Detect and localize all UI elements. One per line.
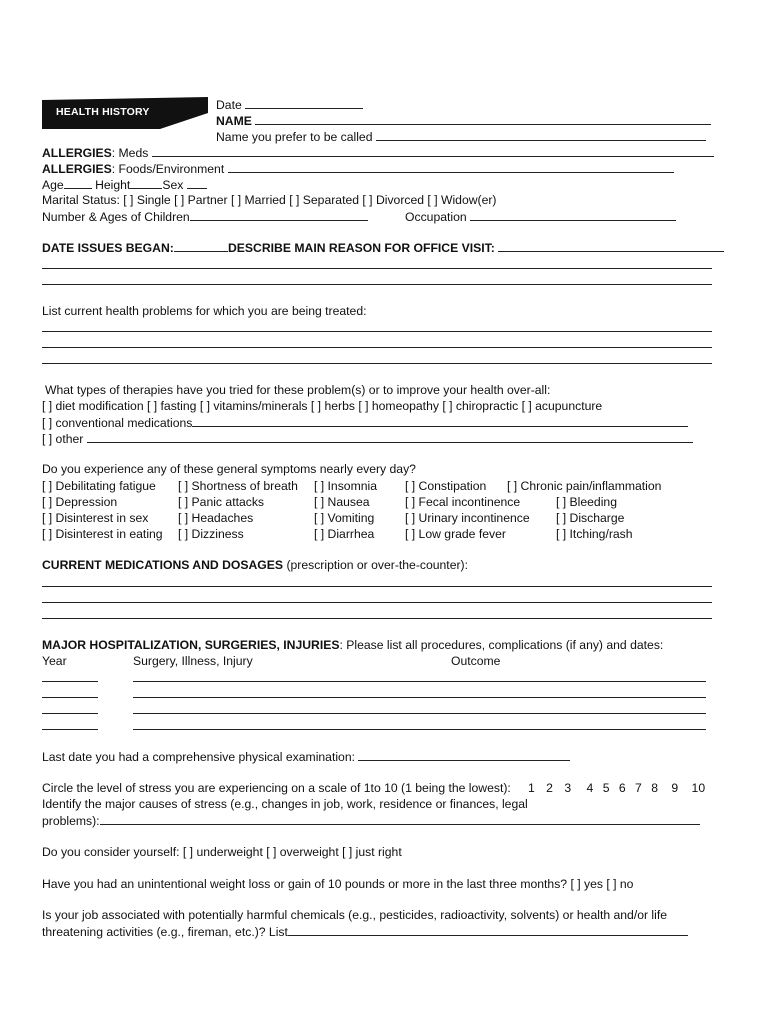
surgery-line[interactable]: [133, 697, 706, 698]
symptom-option[interactable]: [ ] Depression: [42, 495, 118, 509]
sex-input-line[interactable]: [187, 177, 207, 189]
symptom-option[interactable]: [ ] Insomnia: [314, 479, 377, 493]
allergies-food-label: ALLERGIES: [42, 162, 112, 176]
physical-exam-field[interactable]: [42, 749, 570, 764]
date-input-line[interactable]: [245, 97, 363, 109]
symptoms-column-2: [178, 479, 298, 541]
allergies-meds-input-line[interactable]: [152, 145, 714, 157]
reason-field[interactable]: [228, 240, 724, 255]
therapies-options[interactable]: [ ] diet modification [ ] fasting [ ] vitamins/minerals [ ] herbs [ ] homeopathy [ ] chiropractic [ ] acupuncture: [42, 399, 603, 413]
symptoms-column-1: [42, 479, 163, 541]
symptoms-question: Do you experience any of these general symptoms nearly every day?: [42, 462, 416, 476]
symptom-option[interactable]: [ ] Constipation: [405, 479, 487, 493]
date-issues-field[interactable]: [42, 240, 228, 255]
physical-exam-label: Last date you had a comprehensive physical examination:: [42, 750, 356, 764]
stress-level-option[interactable]: 1: [528, 781, 535, 795]
stress-level-option[interactable]: 5: [602, 781, 610, 795]
column-outcome-label: Outcome: [451, 654, 501, 668]
stress-level-option[interactable]: 9: [671, 781, 679, 795]
symptom-option[interactable]: [ ] Diarrhea: [314, 527, 375, 541]
weight-self-assessment[interactable]: Do you consider yourself: [ ] underweight [ ] overweight [ ] just right: [42, 845, 402, 859]
allergies-meds-label: ALLERGIES: [42, 146, 112, 160]
height-label: Height: [95, 178, 131, 192]
problems-line-1[interactable]: [42, 331, 712, 332]
stress-causes-field[interactable]: [42, 813, 700, 828]
height-input-line[interactable]: [130, 177, 162, 189]
stress-causes-line-1: Identify the major causes of stress (e.g., changes in job, work, residence or finances, legal: [42, 797, 528, 811]
allergies-meds-field[interactable]: [42, 145, 714, 160]
year-line[interactable]: [42, 729, 98, 730]
year-line[interactable]: [42, 713, 98, 714]
physical-exam-input-line[interactable]: [358, 749, 570, 761]
reason-line-3[interactable]: [42, 284, 712, 285]
problems-label: List current health problems for which you are being treated:: [42, 304, 367, 318]
symptom-option[interactable]: [ ] Discharge: [556, 511, 625, 525]
occupation-field[interactable]: [405, 209, 676, 224]
symptom-option[interactable]: [ ] Headaches: [178, 511, 254, 525]
stress-causes-label: problems):: [42, 814, 100, 828]
stress-level-option[interactable]: 3: [564, 781, 572, 795]
stress-level-option[interactable]: 4: [586, 781, 594, 795]
stress-level-option[interactable]: 7: [635, 781, 642, 795]
year-line[interactable]: [42, 697, 98, 698]
children-label: Number & Ages of Children: [42, 210, 190, 224]
medications-line-2[interactable]: [42, 602, 712, 603]
date-field[interactable]: [216, 97, 363, 112]
conventional-medications-label[interactable]: [ ] conventional medications: [42, 416, 193, 430]
date-label: Date: [216, 98, 242, 112]
age-input-line[interactable]: [64, 177, 92, 189]
symptoms-column-5: [507, 479, 661, 541]
medications-heading: [42, 558, 468, 572]
other-therapy-field[interactable]: [42, 431, 693, 446]
allergies-food-suffix: : Foods/Environment: [111, 162, 225, 176]
medications-line-3[interactable]: [42, 618, 712, 619]
column-year-label: Year: [42, 654, 67, 668]
medications-line-1[interactable]: [42, 586, 712, 587]
stress-level-option[interactable]: 6: [618, 781, 626, 795]
occupation-input-line[interactable]: [470, 209, 676, 221]
name-field[interactable]: [216, 113, 711, 128]
surgery-line[interactable]: [133, 713, 706, 714]
symptoms-column-3: [314, 479, 377, 541]
reason-line-2[interactable]: [42, 268, 712, 269]
symptom-option[interactable]: [ ] Disinterest in eating: [42, 527, 163, 541]
job-hazard-input-line[interactable]: [288, 924, 688, 936]
other-therapy-input-line[interactable]: [87, 431, 693, 443]
name-label: NAME: [216, 114, 252, 128]
marital-status-row[interactable]: Marital Status: [ ] Single [ ] Partner [ ] Married [ ] Separated [ ] Divorced [ ] Widow(er): [42, 193, 497, 207]
symptom-option[interactable]: [ ] Itching/rash: [556, 527, 633, 541]
preferred-name-input-line[interactable]: [376, 129, 706, 141]
children-input-line[interactable]: [190, 209, 368, 221]
symptom-option[interactable]: [ ] Fecal incontinence: [405, 495, 521, 509]
job-hazard-field[interactable]: [42, 924, 688, 939]
occupation-label: Occupation: [405, 210, 467, 224]
children-field[interactable]: [42, 209, 368, 224]
medications-suffix: (prescription or over-the-counter):: [283, 558, 468, 572]
stress-causes-input-line[interactable]: [100, 813, 700, 825]
surgery-line[interactable]: [133, 729, 706, 730]
symptom-option[interactable]: [ ] Shortness of breath: [178, 479, 298, 493]
hospitalization-suffix: : Please list all procedures, complications (if any) and dates:: [339, 638, 664, 652]
other-therapy-label[interactable]: [ ] other: [42, 432, 84, 446]
reason-input-line[interactable]: [498, 240, 724, 252]
hospitalization-heading: [42, 638, 663, 652]
stress-label: Circle the level of stress you are experiencing on a scale of 1to 10 (1 being the lowest):: [42, 781, 511, 795]
date-issues-input-line[interactable]: [174, 240, 228, 252]
age-height-sex-row: [42, 177, 207, 192]
conventional-medications-field[interactable]: [42, 415, 688, 430]
name-input-line[interactable]: [255, 113, 711, 125]
stress-scale: [528, 781, 705, 795]
symptom-option[interactable]: [ ] Vomiting: [314, 511, 375, 525]
stress-level-option[interactable]: 10: [691, 781, 706, 795]
reason-label: DESCRIBE MAIN REASON FOR OFFICE VISIT:: [228, 241, 495, 255]
preferred-name-label: Name you prefer to be called: [216, 130, 373, 144]
banner-title: HEALTH HISTORY: [56, 106, 150, 118]
symptom-option[interactable]: [ ] Debilitating fatigue: [42, 479, 156, 493]
surgery-line[interactable]: [133, 681, 706, 682]
allergies-meds-suffix: : Meds: [111, 146, 149, 160]
problems-line-3[interactable]: [42, 363, 712, 364]
weight-change-question[interactable]: Have you had an unintentional weight loss or gain of 10 pounds or more in the last three months? [ ] yes [ ] no: [42, 877, 634, 891]
allergies-food-field[interactable]: [42, 161, 674, 176]
symptom-option[interactable]: [ ] Panic attacks: [178, 495, 265, 509]
age-label: Age: [42, 178, 64, 192]
medications-label: CURRENT MEDICATIONS AND DOSAGES: [42, 558, 284, 572]
conventional-medications-input-line[interactable]: [192, 415, 688, 427]
symptom-option[interactable]: [ ] Dizziness: [178, 527, 244, 541]
preferred-name-field[interactable]: [216, 129, 706, 144]
sex-label: Sex: [162, 178, 184, 192]
hospitalization-label: MAJOR HOSPITALIZATION, SURGERIES, INJURIES: [42, 638, 340, 652]
year-line[interactable]: [42, 681, 98, 682]
symptom-option[interactable]: [ ] Disinterest in sex: [42, 511, 149, 525]
job-hazard-label: threatening activities (e.g., fireman, etc.)? List: [42, 925, 288, 939]
symptom-option[interactable]: [ ] Low grade fever: [405, 527, 506, 541]
allergies-food-input-line[interactable]: [228, 161, 674, 173]
symptom-option[interactable]: [ ] Chronic pain/inflammation: [507, 479, 662, 493]
job-hazard-question-line-1: Is your job associated with potentially harmful chemicals (e.g., pesticides, radioactivity, solvents) or health and/or life: [42, 908, 668, 922]
symptom-option[interactable]: [ ] Urinary incontinence: [405, 511, 530, 525]
stress-level-option[interactable]: 8: [651, 781, 658, 795]
symptom-option[interactable]: [ ] Nausea: [314, 495, 370, 509]
stress-level-option[interactable]: 2: [546, 781, 553, 795]
symptom-option[interactable]: [ ] Bleeding: [556, 495, 617, 509]
column-surgery-label: Surgery, Illness, Injury: [133, 654, 253, 668]
date-issues-label: DATE ISSUES BEGAN:: [42, 241, 174, 255]
therapies-question: What types of therapies have you tried for these problem(s) or to improve your health over-all:: [45, 383, 551, 397]
problems-line-2[interactable]: [42, 347, 712, 348]
